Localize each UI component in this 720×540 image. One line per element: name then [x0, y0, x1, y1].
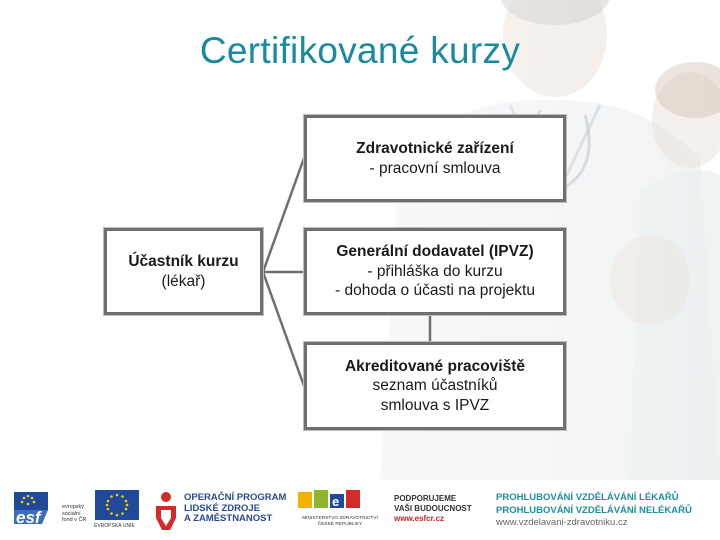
accredited-detail-1: seznam účastníků: [372, 377, 498, 395]
op-figure-logo-icon: [150, 490, 182, 532]
esf-caption: evropský sociální fond v ČR: [62, 504, 87, 523]
eu-caption: EVROPSKÁ UNIE: [94, 523, 135, 529]
ministry-health-logo-icon: [296, 488, 382, 512]
support-slogan: PODPORUJEME VAŠI BUDOUCNOST www.esfcr.cz: [394, 494, 472, 523]
accredited-box: [304, 342, 566, 430]
facility-detail: - pracovní smlouva: [369, 159, 501, 177]
participant-role: (lékař): [161, 272, 206, 290]
contractor-box: [304, 228, 566, 315]
facility-box: [304, 115, 566, 202]
page-title: Certifikované kurzy: [199, 30, 521, 71]
svg-text:esf: esf: [16, 508, 41, 527]
op-lidske-zdroje-text: OPERAČNÍ PROGRAM LIDSKÉ ZDROJE A ZAMĚSTNANOST: [184, 492, 287, 524]
connector-to-facility: [263, 158, 304, 272]
ministry-caption: MINISTERSTVO ZDRAVOTNICTVÍ ČESKÉ REPUBLIKY: [302, 516, 378, 527]
connector-to-accredited: [263, 272, 304, 386]
footer-logo-bar: [0, 480, 720, 540]
facility-label: Zdravotnické zařízení: [356, 140, 514, 158]
esf-logo-icon: [12, 490, 62, 532]
svg-text:e: e: [332, 494, 340, 509]
contractor-detail-2: - dohoda o účasti na projektu: [335, 282, 535, 300]
esfcr-link[interactable]: www.esfcr.cz: [394, 514, 444, 523]
contractor-detail-1: - přihláška do kurzu: [367, 262, 503, 280]
project-names: PROHLUBOVÁNÍ VZDĚLÁVÁNÍ LÉKAŘŮ PROHLUBOVÁNÍ VZDĚLÁVÁNÍ NELÉKAŘŮ www.vzdelavani-zdravotniku.cz: [496, 492, 692, 528]
accredited-detail-2: smlouva s IPVZ: [380, 396, 490, 414]
participant-label: Účastník kurzu: [128, 253, 239, 271]
accredited-label: Akreditované pracoviště: [344, 357, 526, 375]
participant-box: [104, 228, 263, 315]
contractor-label: Generální dodavatel (IPVZ): [336, 243, 534, 261]
project-link[interactable]: www.vzdelavani-zdravotniku.cz: [496, 517, 628, 528]
eu-flag-icon: [95, 490, 139, 520]
